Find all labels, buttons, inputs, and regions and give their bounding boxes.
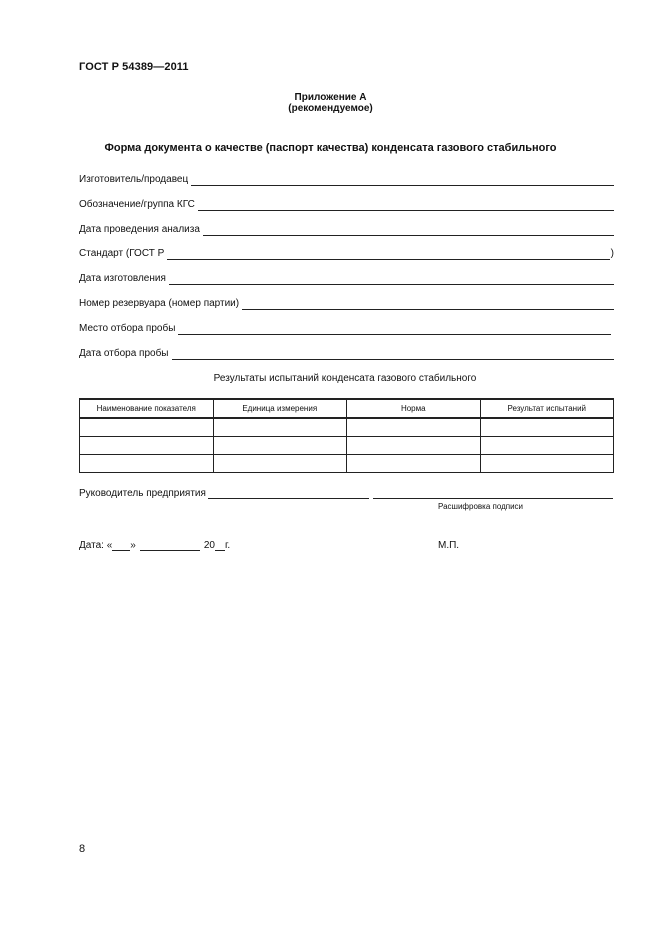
column-header: Норма [347, 399, 481, 418]
fill-line[interactable] [169, 274, 614, 285]
signature-caption: Расшифровка подписи [438, 502, 524, 511]
table-cell[interactable] [480, 437, 614, 455]
field-manufacturer [79, 172, 614, 186]
standard-code: ГОСТ Р 54389—2011 [79, 61, 189, 73]
table-row [80, 418, 614, 437]
field-label: Номер резервуара (номер партии) [79, 298, 240, 309]
closing-paren: ) [610, 248, 614, 259]
table-cell[interactable] [213, 437, 347, 455]
table-header-row [80, 399, 614, 418]
field-production-date [79, 271, 614, 285]
field-standard [79, 246, 614, 260]
table-cell[interactable] [347, 437, 481, 455]
field-label: Дата изготовления [79, 273, 166, 284]
date-quote-close: » [130, 540, 136, 551]
year-prefix: 20 [203, 540, 215, 551]
field-label: Обозначение/группа КГС [79, 199, 195, 210]
month-blank[interactable] [140, 540, 200, 551]
fill-line[interactable] [203, 225, 614, 236]
field-analysis-date [79, 222, 614, 236]
page-number: 8 [79, 843, 86, 855]
field-tank-number [79, 296, 614, 310]
fill-line[interactable] [242, 299, 614, 310]
fill-line[interactable] [167, 249, 609, 260]
fill-line[interactable] [191, 175, 614, 186]
field-designation [79, 197, 614, 211]
table-cell[interactable] [480, 455, 614, 473]
table-cell[interactable] [80, 437, 214, 455]
year-suffix: г. [224, 540, 231, 551]
fill-line[interactable] [198, 200, 614, 211]
year-blank[interactable] [215, 540, 225, 551]
column-header: Наименование показателя [80, 399, 214, 418]
day-blank[interactable] [112, 540, 130, 551]
appendix-title: Приложение А [294, 92, 367, 103]
field-label: Дата отбора пробы [79, 348, 169, 359]
field-label: Дата проведения анализа [79, 224, 200, 235]
table-cell[interactable] [347, 455, 481, 473]
table-row [80, 455, 614, 473]
table-cell[interactable] [480, 418, 614, 437]
field-label: Стандарт (ГОСТ Р [79, 248, 165, 259]
results-table [79, 398, 614, 473]
field-label: Изготовитель/продавец [79, 174, 189, 185]
table-cell[interactable] [347, 418, 481, 437]
date-line [79, 540, 230, 551]
fill-line[interactable] [172, 349, 615, 360]
fill-line[interactable] [178, 324, 611, 335]
date-prefix: Дата: « [79, 540, 113, 551]
form-title: Форма документа о качестве (паспорт качества) конденсата газового стабильного [104, 142, 557, 154]
seal-place: М.П. [438, 540, 460, 551]
signature-decoding-line[interactable] [373, 498, 613, 499]
appendix-subtitle: (рекомендуемое) [288, 103, 373, 114]
field-label: Место отбора пробы [79, 323, 176, 334]
table-cell[interactable] [80, 418, 214, 437]
field-sampling-date [79, 346, 614, 360]
field-sampling-place [79, 321, 611, 335]
table-cell[interactable] [213, 455, 347, 473]
table-row [80, 437, 614, 455]
table-cell[interactable] [80, 455, 214, 473]
results-title: Результаты испытаний конденсата газового стабильного [213, 373, 477, 384]
signature-line[interactable] [208, 498, 369, 499]
column-header: Результат испытаний [480, 399, 614, 418]
column-header: Единица измерения [213, 399, 347, 418]
signature-label: Руководитель предприятия [79, 488, 206, 499]
table-cell[interactable] [213, 418, 347, 437]
